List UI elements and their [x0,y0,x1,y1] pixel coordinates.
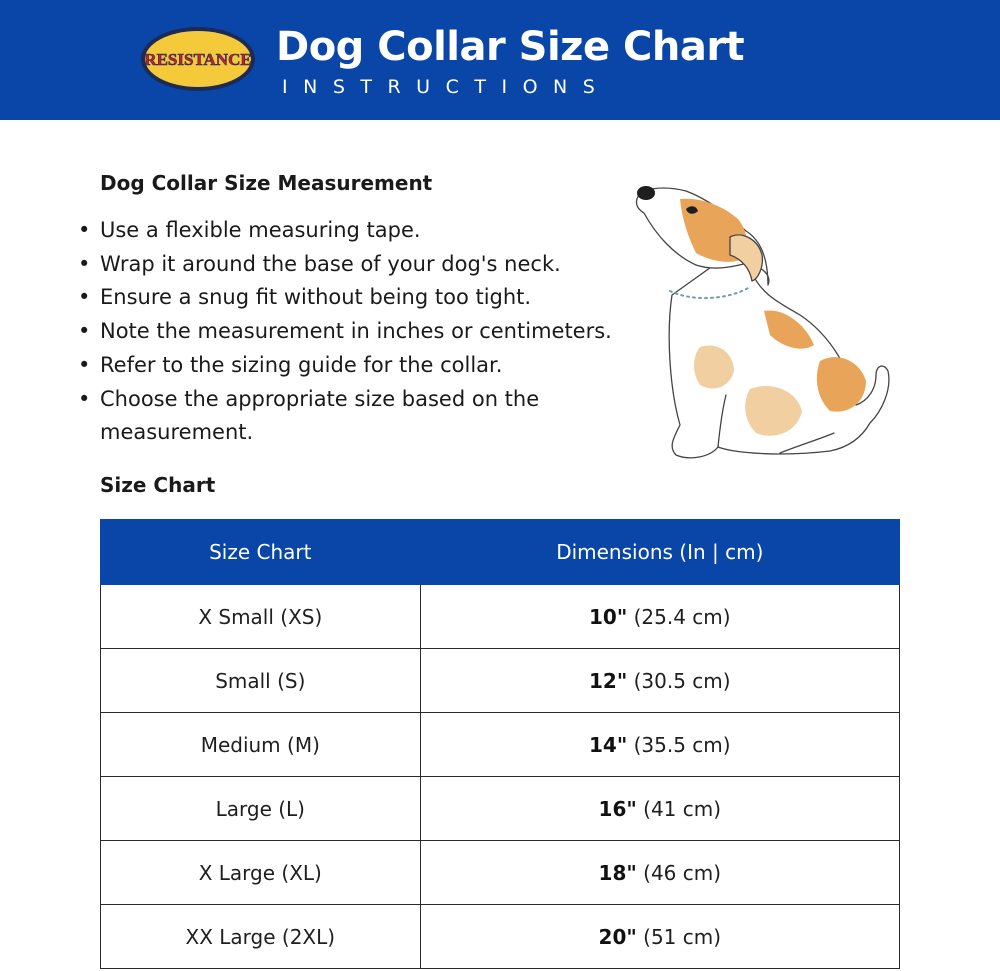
size-cell: XX Large (2XL) [101,905,421,969]
size-cell: X Small (XS) [101,585,421,649]
cm-value: (35.5 cm) [627,732,731,757]
inch-value: 12" [588,668,628,693]
cm-value: (25.4 cm) [627,604,731,629]
list-item: • Choose the appropriate size based on the measurement. [78,383,648,450]
list-item: • Ensure a snug fit without being too tight. [78,281,648,315]
measurement-steps [78,214,648,450]
dimension-cell [420,777,899,841]
sitting-dog-icon [630,175,900,465]
inch-value: 18" [598,860,637,885]
cm-value: (51 cm) [636,924,722,949]
table-header-row [101,520,900,585]
size-cell: Large (L) [101,777,421,841]
inch-value: 14" [588,732,628,757]
column-header-size: Size Chart [101,520,421,585]
list-item: • Refer to the sizing guide for the collar. [78,349,648,383]
table-row [101,585,900,649]
table-row [101,713,900,777]
size-cell: Small (S) [101,649,421,713]
dimension-cell [420,905,899,969]
list-item: • Note the measurement in inches or centimeters. [78,315,648,349]
cm-value: (41 cm) [636,796,722,821]
inch-value: 16" [598,796,637,821]
dimension-cell [420,713,899,777]
dimension-cell [420,841,899,905]
size-cell: Medium (M) [101,713,421,777]
size-cell: X Large (XL) [101,841,421,905]
table-row [101,777,900,841]
dimension-cell [420,585,899,649]
dimension-cell [420,649,899,713]
list-item: • Use a flexible measuring tape. [78,214,648,248]
column-header-dimensions: Dimensions (In | cm) [420,520,899,585]
table-row [101,841,900,905]
table-row [101,649,900,713]
size-chart-heading: Size Chart [100,473,216,497]
inch-value: 10" [588,604,628,629]
header-banner [0,0,1000,120]
size-chart-table [100,519,900,969]
page-subtitle: INSTRUCTIONS [282,76,611,98]
page-title: Dog Collar Size Chart [276,24,745,70]
logo-text: RESISTANCE [144,50,252,69]
cm-value: (46 cm) [636,860,722,885]
measurement-heading: Dog Collar Size Measurement [100,171,433,195]
resistance-logo [140,26,256,92]
list-item: • Wrap it around the base of your dog's neck. [78,248,648,282]
table-row [101,905,900,969]
inch-value: 20" [598,924,637,949]
cm-value: (30.5 cm) [627,668,731,693]
